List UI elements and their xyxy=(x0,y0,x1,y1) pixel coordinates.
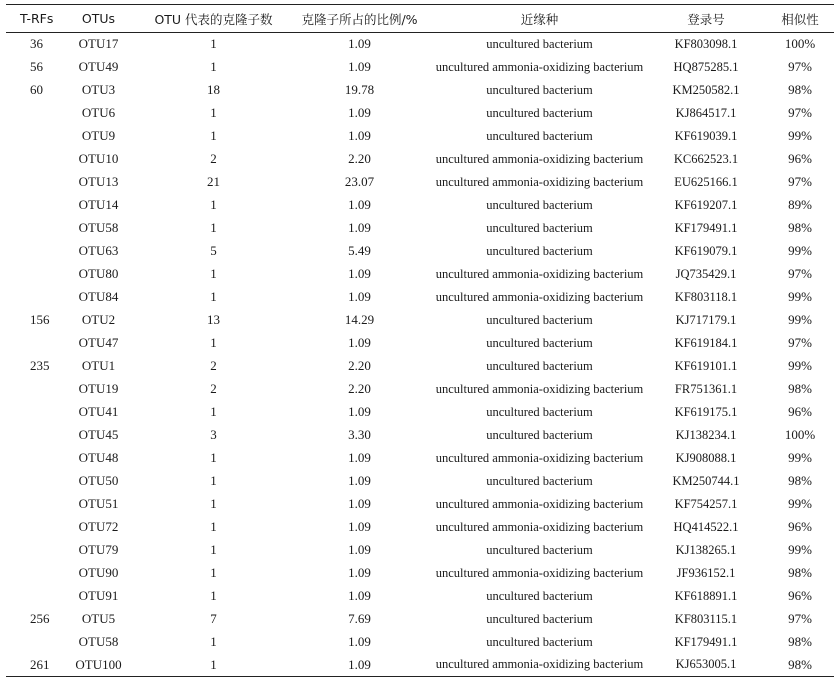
cell-clone-count: 1 xyxy=(210,473,217,488)
table-row xyxy=(6,447,834,470)
cell-trf xyxy=(6,332,56,355)
cell-similarity: 98% xyxy=(766,654,834,677)
cell-clone-count: 1 xyxy=(210,542,217,557)
cell-closest-species: uncultured bacterium xyxy=(486,358,593,373)
cell-clone-percent: 1.09 xyxy=(348,289,371,304)
table-row xyxy=(6,148,834,171)
cell-closest-species: uncultured bacterium xyxy=(486,473,593,488)
table-row xyxy=(6,79,834,102)
cell-clone-count: 1 xyxy=(210,404,217,419)
table-row xyxy=(6,355,834,378)
cell-otu: OTU72 xyxy=(78,519,119,534)
cell-accession: KF619175.1 xyxy=(674,404,738,419)
cell-closest-species: uncultured ammonia-oxidizing bacterium xyxy=(435,174,644,189)
cell-clone-percent: 1.09 xyxy=(348,519,371,534)
cell-clone-count: 1 xyxy=(210,496,217,511)
cell-accession: KM250744.1 xyxy=(672,473,740,488)
cell-clone-percent: 1.09 xyxy=(348,220,371,235)
header-accession: 登录号 xyxy=(646,5,766,33)
cell-clone-count: 1 xyxy=(210,197,217,212)
cell-trf xyxy=(6,516,56,539)
cell-closest-species: uncultured bacterium xyxy=(486,588,593,603)
table-body xyxy=(6,33,834,677)
cell-similarity: 97% xyxy=(788,611,812,626)
cell-closest-species: uncultured ammonia-oxidizing bacterium xyxy=(435,450,644,465)
cell-clone-percent: 19.78 xyxy=(344,82,375,97)
cell-similarity: 99% xyxy=(788,289,812,304)
cell-accession: KF619207.1 xyxy=(674,197,738,212)
cell-otu: OTU63 xyxy=(78,243,119,258)
cell-trf xyxy=(6,171,56,194)
cell-accession: KM250582.1 xyxy=(672,82,740,97)
cell-accession: JF936152.1 xyxy=(676,565,736,580)
cell-similarity: 99% xyxy=(788,358,812,373)
cell-clone-percent: 2.20 xyxy=(348,381,371,396)
cell-accession: KF803118.1 xyxy=(674,289,738,304)
table-row xyxy=(6,654,834,677)
table-header-row xyxy=(6,5,834,33)
cell-trf xyxy=(6,562,56,585)
cell-clone-count: 1 xyxy=(210,36,217,52)
cell-similarity: 97% xyxy=(788,266,812,281)
cell-accession: EU625166.1 xyxy=(674,174,738,189)
cell-clone-count: 21 xyxy=(207,174,220,189)
cell-clone-count: 1 xyxy=(210,105,217,120)
cell-accession: KF619079.1 xyxy=(674,243,738,258)
cell-otu: OTU45 xyxy=(78,427,119,442)
cell-closest-species: uncultured ammonia-oxidizing bacterium xyxy=(433,654,646,677)
cell-clone-percent: 1.09 xyxy=(348,588,371,603)
cell-otu: OTU48 xyxy=(78,450,119,465)
cell-similarity: 98% xyxy=(788,381,812,396)
cell-trf xyxy=(6,240,56,263)
cell-clone-percent: 1.09 xyxy=(348,105,371,120)
table-row xyxy=(6,217,834,240)
cell-similarity: 100% xyxy=(784,36,816,52)
cell-accession: KF618891.1 xyxy=(674,588,738,603)
cell-similarity: 97% xyxy=(788,174,812,189)
cell-closest-species: uncultured bacterium xyxy=(486,335,593,350)
table-row xyxy=(6,125,834,148)
cell-accession: KC662523.1 xyxy=(673,151,739,166)
cell-accession: KJ653005.1 xyxy=(646,654,766,677)
table-row xyxy=(6,585,834,608)
cell-otu: OTU79 xyxy=(78,542,119,557)
cell-clone-percent: 1.09 xyxy=(348,36,371,52)
cell-clone-count: 3 xyxy=(210,427,217,442)
cell-closest-species: uncultured bacterium xyxy=(486,105,593,120)
cell-accession: KJ717179.1 xyxy=(675,312,737,327)
table-row xyxy=(6,171,834,194)
header-clone-count: OTU 代表的克隆子数 xyxy=(141,5,286,33)
cell-trf xyxy=(6,585,56,608)
cell-closest-species: uncultured ammonia-oxidizing bacterium xyxy=(435,266,644,281)
cell-clone-percent: 1.09 xyxy=(348,266,371,281)
table-row xyxy=(6,424,834,447)
cell-closest-species: uncultured ammonia-oxidizing bacterium xyxy=(435,496,644,511)
cell-accession: KF179491.1 xyxy=(674,634,738,649)
cell-otu: OTU58 xyxy=(78,220,119,235)
cell-similarity: 96% xyxy=(788,519,812,534)
cell-closest-species: uncultured bacterium xyxy=(486,197,593,212)
table-row xyxy=(6,608,834,631)
cell-trf xyxy=(6,493,56,516)
cell-accession: KJ138265.1 xyxy=(675,542,737,557)
cell-clone-count: 1 xyxy=(210,450,217,465)
cell-clone-percent: 1.09 xyxy=(286,654,433,677)
cell-otu: OTU91 xyxy=(78,588,119,603)
cell-otu: OTU17 xyxy=(78,36,119,52)
cell-trf xyxy=(6,378,56,401)
cell-otu: OTU90 xyxy=(78,565,119,580)
cell-similarity: 97% xyxy=(788,335,812,350)
cell-similarity: 97% xyxy=(788,59,812,74)
cell-accession: KF803098.1 xyxy=(674,36,738,51)
header-similarity: 相似性 xyxy=(766,5,834,33)
cell-trf xyxy=(6,286,56,309)
cell-similarity: 98% xyxy=(788,634,812,649)
cell-similarity: 98% xyxy=(788,473,812,488)
cell-trf xyxy=(6,539,56,562)
header-clone-percent: 克隆子所占的比例/% xyxy=(286,5,433,33)
cell-otu: OTU84 xyxy=(78,289,119,304)
cell-otu: OTU50 xyxy=(78,473,119,488)
cell-accession: HQ414522.1 xyxy=(673,519,739,534)
cell-clone-percent: 1.09 xyxy=(348,404,371,419)
cell-clone-percent: 1.09 xyxy=(348,197,371,212)
cell-trf: 36 xyxy=(30,36,43,52)
cell-accession: JQ735429.1 xyxy=(675,266,737,281)
cell-clone-percent: 1.09 xyxy=(348,128,371,143)
cell-clone-percent: 1.09 xyxy=(348,473,371,488)
cell-clone-percent: 2.20 xyxy=(348,151,371,166)
cell-otu: OTU3 xyxy=(81,82,116,97)
cell-accession: KJ864517.1 xyxy=(675,105,737,120)
cell-clone-percent: 2.20 xyxy=(348,358,371,373)
cell-similarity: 96% xyxy=(788,588,812,603)
cell-trf: 261 xyxy=(6,654,56,677)
cell-otu: OTU41 xyxy=(78,404,119,419)
cell-trf xyxy=(6,631,56,654)
cell-clone-percent: 3.30 xyxy=(348,427,371,442)
cell-otu: OTU10 xyxy=(78,151,119,166)
cell-clone-count: 2 xyxy=(210,381,217,396)
cell-accession: HQ875285.1 xyxy=(673,59,739,74)
cell-accession: KF754257.1 xyxy=(674,496,738,511)
table-row xyxy=(6,470,834,493)
table-row xyxy=(6,240,834,263)
table-row xyxy=(6,286,834,309)
cell-clone-count: 1 xyxy=(210,634,217,649)
cell-clone-count: 1 xyxy=(141,654,286,677)
cell-otu: OTU13 xyxy=(78,174,119,189)
cell-accession: KJ908088.1 xyxy=(675,450,737,465)
cell-clone-percent: 14.29 xyxy=(344,312,375,327)
cell-clone-percent: 1.09 xyxy=(348,542,371,557)
table-row xyxy=(6,102,834,125)
cell-closest-species: uncultured ammonia-oxidizing bacterium xyxy=(435,381,644,396)
cell-otu: OTU58 xyxy=(78,634,119,649)
cell-clone-count: 2 xyxy=(210,151,217,166)
cell-trf xyxy=(6,194,56,217)
cell-closest-species: uncultured ammonia-oxidizing bacterium xyxy=(435,289,644,304)
cell-similarity: 98% xyxy=(788,565,812,580)
cell-trf xyxy=(6,125,56,148)
cell-otu: OTU100 xyxy=(56,654,141,677)
cell-similarity: 98% xyxy=(788,220,812,235)
cell-accession: KF179491.1 xyxy=(674,220,738,235)
cell-clone-percent: 23.07 xyxy=(344,174,375,189)
cell-similarity: 99% xyxy=(788,128,812,143)
cell-otu: OTU6 xyxy=(81,105,116,120)
table-row xyxy=(6,194,834,217)
cell-clone-count: 1 xyxy=(210,59,217,74)
cell-clone-percent: 1.09 xyxy=(348,565,371,580)
cell-clone-count: 1 xyxy=(210,289,217,304)
table-row xyxy=(6,516,834,539)
cell-clone-count: 1 xyxy=(210,565,217,580)
cell-clone-count: 1 xyxy=(210,220,217,235)
cell-similarity: 96% xyxy=(788,404,812,419)
cell-otu: OTU47 xyxy=(78,335,119,350)
cell-clone-count: 2 xyxy=(210,358,217,373)
cell-trf: 56 xyxy=(30,59,43,74)
cell-trf: 60 xyxy=(30,82,43,97)
cell-clone-percent: 1.09 xyxy=(348,496,371,511)
cell-clone-count: 13 xyxy=(207,312,220,327)
cell-clone-percent: 1.09 xyxy=(348,634,371,649)
cell-similarity: 89% xyxy=(788,197,812,212)
cell-similarity: 97% xyxy=(788,105,812,120)
cell-accession: KF803115.1 xyxy=(674,611,738,626)
cell-closest-species: uncultured bacterium xyxy=(486,312,593,327)
cell-clone-count: 1 xyxy=(210,335,217,350)
cell-closest-species: uncultured bacterium xyxy=(486,243,593,258)
table-row xyxy=(6,401,834,424)
cell-trf xyxy=(6,401,56,424)
cell-trf xyxy=(6,217,56,240)
cell-otu: OTU1 xyxy=(81,358,116,373)
cell-closest-species: uncultured bacterium xyxy=(486,82,593,97)
cell-clone-count: 5 xyxy=(210,243,217,258)
cell-similarity: 100% xyxy=(784,427,816,442)
table-row xyxy=(6,493,834,516)
cell-similarity: 99% xyxy=(788,243,812,258)
cell-clone-percent: 1.09 xyxy=(348,450,371,465)
cell-otu: OTU9 xyxy=(81,128,116,143)
cell-closest-species: uncultured ammonia-oxidizing bacterium xyxy=(435,519,644,534)
cell-otu: OTU51 xyxy=(78,496,119,511)
cell-closest-species: uncultured bacterium xyxy=(486,634,593,649)
table-row xyxy=(6,33,834,56)
cell-clone-count: 1 xyxy=(210,266,217,281)
cell-otu: OTU49 xyxy=(78,59,119,74)
cell-otu: OTU2 xyxy=(81,312,116,327)
cell-similarity: 99% xyxy=(788,496,812,511)
header-closest-species: 近缘种 xyxy=(433,5,646,33)
cell-closest-species: uncultured ammonia-oxidizing bacterium xyxy=(435,151,644,166)
cell-clone-count: 18 xyxy=(207,82,220,97)
cell-trf xyxy=(6,447,56,470)
table-row xyxy=(6,263,834,286)
cell-clone-count: 1 xyxy=(210,128,217,143)
cell-accession: KF619101.1 xyxy=(674,358,738,373)
table-row xyxy=(6,562,834,585)
cell-similarity: 99% xyxy=(788,542,812,557)
cell-clone-percent: 1.09 xyxy=(348,335,371,350)
cell-closest-species: uncultured bacterium xyxy=(486,36,593,51)
table-row xyxy=(6,378,834,401)
cell-otu: OTU5 xyxy=(81,611,116,626)
otu-table xyxy=(6,4,834,677)
cell-trf xyxy=(6,102,56,125)
header-trfs: T-RFs xyxy=(6,5,56,33)
cell-trf: 256 xyxy=(30,611,50,626)
cell-accession: FR751361.1 xyxy=(674,381,738,396)
cell-closest-species: uncultured ammonia-oxidizing bacterium xyxy=(435,59,644,74)
cell-accession: KF619039.1 xyxy=(674,128,738,143)
table-row xyxy=(6,539,834,562)
table-row xyxy=(6,56,834,79)
cell-trf xyxy=(6,148,56,171)
table-row xyxy=(6,309,834,332)
cell-clone-count: 1 xyxy=(210,519,217,534)
table-row xyxy=(6,332,834,355)
cell-trf: 156 xyxy=(30,312,50,327)
header-otus: OTUs xyxy=(56,5,141,33)
cell-closest-species: uncultured bacterium xyxy=(486,427,593,442)
cell-trf: 235 xyxy=(30,358,50,373)
cell-clone-percent: 5.49 xyxy=(348,243,371,258)
cell-closest-species: uncultured bacterium xyxy=(486,404,593,419)
otu-table-container xyxy=(6,4,834,677)
cell-trf xyxy=(6,424,56,447)
cell-clone-percent: 1.09 xyxy=(348,59,371,74)
cell-similarity: 98% xyxy=(788,82,812,97)
cell-accession: KJ138234.1 xyxy=(675,427,737,442)
cell-closest-species: uncultured bacterium xyxy=(486,128,593,143)
cell-closest-species: uncultured bacterium xyxy=(486,220,593,235)
cell-similarity: 96% xyxy=(788,151,812,166)
cell-closest-species: uncultured bacterium xyxy=(486,542,593,557)
table-row xyxy=(6,631,834,654)
cell-similarity: 99% xyxy=(788,312,812,327)
cell-clone-count: 7 xyxy=(210,611,217,626)
cell-similarity: 99% xyxy=(788,450,812,465)
cell-clone-count: 1 xyxy=(210,588,217,603)
cell-closest-species: uncultured bacterium xyxy=(486,611,593,626)
cell-otu: OTU80 xyxy=(78,266,119,281)
cell-otu: OTU19 xyxy=(78,381,119,396)
cell-otu: OTU14 xyxy=(78,197,119,212)
cell-trf xyxy=(6,470,56,493)
cell-closest-species: uncultured ammonia-oxidizing bacterium xyxy=(435,565,644,580)
cell-trf xyxy=(6,263,56,286)
cell-accession: KF619184.1 xyxy=(674,335,738,350)
cell-clone-percent: 7.69 xyxy=(348,611,371,626)
